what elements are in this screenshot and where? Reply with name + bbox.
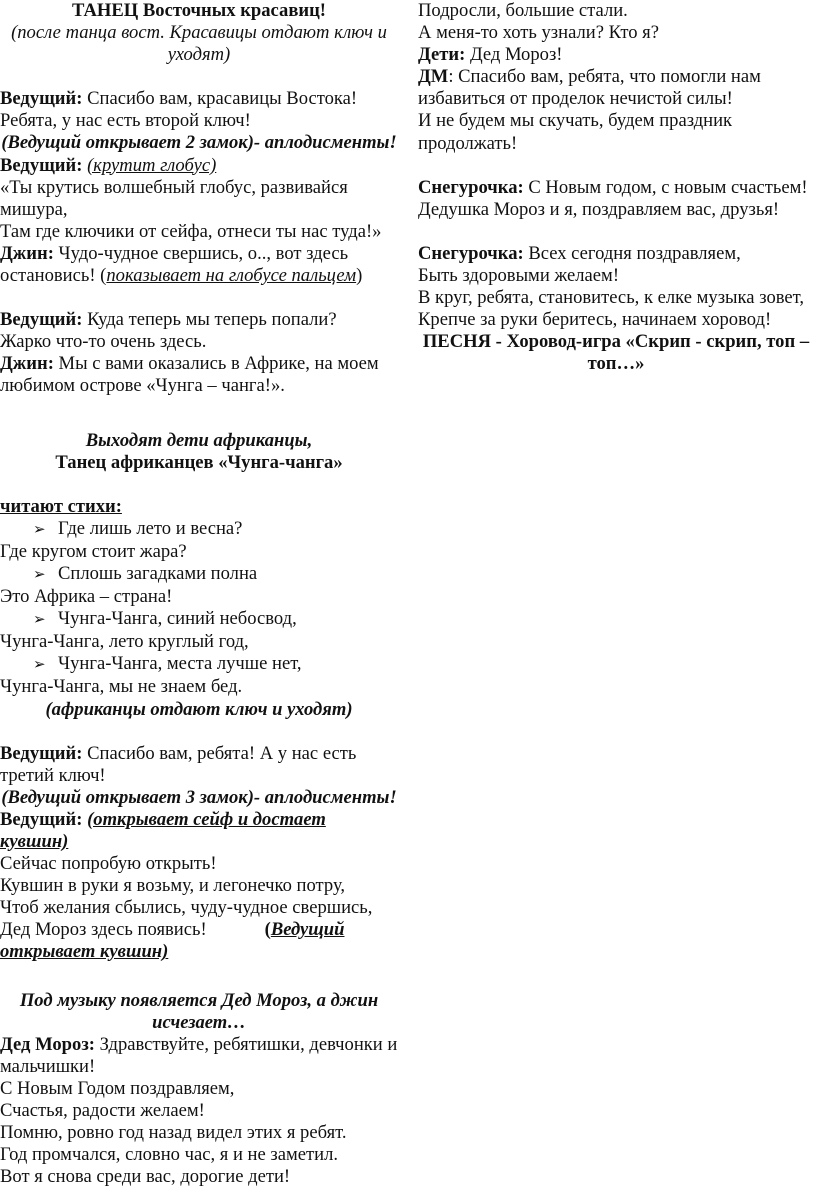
speaker-label: Дети: bbox=[418, 44, 466, 66]
verse-line: Вот я снова среди вас, дорогие дети! bbox=[0, 1166, 291, 1188]
list-item: ➢ Где лишь лето и весна? bbox=[0, 518, 398, 541]
stage-direction: Ведущий открывает кувшин) bbox=[0, 919, 345, 963]
host-line: Жарко что-то очень здесь. bbox=[0, 331, 207, 353]
verse-line: С Новым Годом поздравляем, bbox=[0, 1077, 235, 1099]
list-item: ➢ Чунга-Чанга, синий небосвод, bbox=[0, 608, 398, 631]
speaker-label: Дед Мороз: bbox=[0, 1033, 95, 1055]
list-item: ➢ Чунга-Чанга, места лучше нет, bbox=[0, 653, 398, 676]
arrow-bullet-icon: ➢ bbox=[33, 566, 46, 583]
speaker-label: Снегурочка: bbox=[418, 176, 524, 198]
host-line: Ведущий: Спасибо вам, красавицы Востока! bbox=[0, 88, 358, 110]
stage-direction: (африканцы отдают ключ и уходят) bbox=[45, 698, 353, 720]
jin-line: Джин: Мы с вами оказались в Африке, на моем любимом острове «Чунга – чанга!». bbox=[0, 353, 379, 397]
verse-line: В круг, ребята, становитесь, к елке музыка зовет, bbox=[418, 287, 805, 309]
dance-title: Танец африканцев «Чунга-чанга» bbox=[55, 451, 343, 473]
verse-line: Чунга-Чанга, мы не знаем бед. bbox=[0, 676, 243, 698]
speaker-label: Джин: bbox=[0, 353, 54, 375]
section-title: ТАНЕЦ Восточных красавиц! bbox=[72, 0, 326, 21]
stage-direction: (Ведущий открывает 3 замок)- аплодисменты! bbox=[1, 786, 397, 808]
right-column bbox=[418, 0, 814, 375]
poems-heading: читают стихи: bbox=[0, 495, 122, 517]
verse-line: Там где ключики от сейфа, отнеси ты нас туда!» bbox=[0, 220, 382, 242]
verse-line: Чунга-Чанга, лето круглый год, bbox=[0, 631, 249, 653]
jin-line: Джин: Чудо-чудное свершись, о.., вот здесь остановись! (показывает на глобусе пальцем) bbox=[0, 242, 363, 287]
speaker-label: Ведущий: bbox=[0, 154, 83, 176]
verse-line: И не будем мы скучать, будем праздник продолжать! bbox=[418, 110, 733, 154]
left-column bbox=[0, 0, 398, 1188]
stage-direction: Под музыку появляется Дед Мороз, а джин исчезает… bbox=[19, 989, 379, 1033]
song-title: ПЕСНЯ - Хоровод-игра «Скрип - скрип, топ – топ…» bbox=[422, 331, 810, 375]
verse-line: Дедушка Мороз и я, поздравляем вас, друзья! bbox=[418, 198, 780, 220]
host-line bbox=[0, 809, 398, 853]
verse-line: Где кругом стоит жара? bbox=[0, 540, 187, 562]
arrow-bullet-icon: ➢ bbox=[33, 657, 46, 674]
speaker-label: Ведущий: bbox=[0, 808, 83, 830]
host-line: Ребята, у нас есть второй ключ! bbox=[0, 110, 251, 132]
speaker-label: Снегурочка: bbox=[418, 242, 524, 264]
verse-line: Счастья, радости желаем! bbox=[0, 1100, 205, 1122]
host-line: Ведущий: Куда теперь мы теперь попали? bbox=[0, 309, 337, 331]
verse-line: Это Африка – страна! bbox=[0, 586, 173, 608]
verse-line: Чтоб желания сбылись, чуду-чудное свершись, bbox=[0, 897, 373, 919]
stage-direction: (крутит глобус) bbox=[87, 154, 217, 176]
stage-direction: (Ведущий открывает 2 замок)- аплодисменты! bbox=[1, 132, 397, 154]
speaker-label: Джин: bbox=[0, 242, 54, 264]
list-item: ➢ Сплошь загадками полна bbox=[0, 563, 398, 586]
snow-maiden-line: Снегурочка: Всех сегодня поздравляем, bbox=[418, 242, 741, 264]
stage-direction: показывает на глобусе пальцем bbox=[106, 265, 357, 287]
speaker-label: Ведущий: bbox=[0, 742, 83, 764]
verse-line: Год промчался, словно час, я и не заметил. bbox=[0, 1144, 339, 1166]
verse-line: Быть здоровыми желаем! bbox=[418, 264, 620, 286]
verse-line: А меня-то хоть узнали? Кто я? bbox=[418, 22, 659, 44]
arrow-bullet-icon: ➢ bbox=[33, 612, 46, 629]
verse-line: Дед Мороз здесь появись! (Ведущий открывает кувшин) bbox=[0, 919, 345, 963]
arrow-bullet-icon: ➢ bbox=[33, 521, 46, 538]
stage-direction: (после танца вост. Красавицы отдают ключ и уходят) bbox=[11, 22, 387, 66]
grandfather-line: Дед Мороз: Здравствуйте, ребятишки, девчонки и мальчишки! bbox=[0, 1033, 398, 1077]
verse-line: Помню, ровно год назад видел этих я ребят. bbox=[0, 1122, 347, 1144]
stage-direction: Выходят дети африканцы, bbox=[85, 429, 313, 451]
verse-line: Кувшин в руки я возьму, и легонечко потру, bbox=[0, 875, 346, 897]
snow-maiden-line: Снегурочка: С Новым годом, с новым счастьем! bbox=[418, 176, 808, 198]
grandfather-line: ДМ: Спасибо вам, ребята, что помогли нам избавиться от проделок нечистой силы! bbox=[418, 66, 761, 110]
verse-line: «Ты крутись волшебный глобус, развивайся мишура, bbox=[0, 176, 348, 220]
verse-line: Подросли, большие стали. bbox=[418, 0, 628, 21]
speaker-label: ДМ bbox=[418, 66, 449, 88]
kids-line: Дети: Дед Мороз! bbox=[418, 44, 563, 66]
stage-direction: (открывает сейф и достает кувшин) bbox=[0, 808, 326, 852]
host-line: Ведущий: Спасибо вам, ребята! А у нас есть третий ключ! bbox=[0, 742, 357, 786]
speaker-label: Ведущий: bbox=[0, 309, 83, 331]
speaker-label: Ведущий: bbox=[0, 88, 83, 110]
verse-line: Крепче за руки беритесь, начинаем хоровод! bbox=[418, 309, 772, 331]
host-line bbox=[0, 155, 398, 177]
verse-line: Сейчас попробую открыть! bbox=[0, 853, 217, 875]
